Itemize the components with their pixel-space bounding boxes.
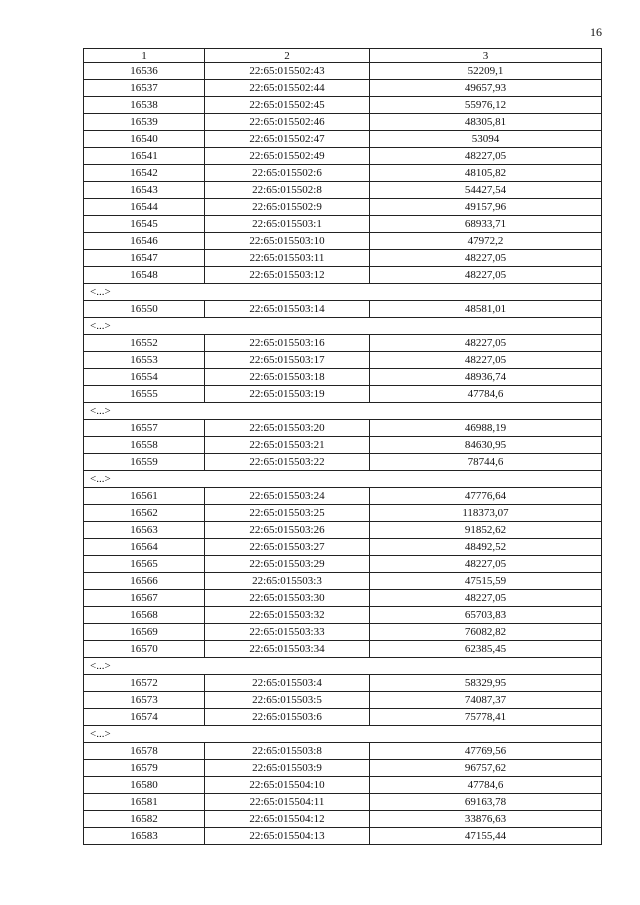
- cadastral-number-cell: 22:65:015503:3: [205, 573, 370, 590]
- cadastral-number-cell: 22:65:015503:22: [205, 454, 370, 471]
- table-row: [84, 590, 602, 607]
- data-table: [83, 48, 602, 845]
- omission-row: [84, 726, 602, 743]
- table-row: [84, 607, 602, 624]
- row-number-cell: 16540: [84, 131, 205, 148]
- cadastral-number-cell: 22:65:015502:43: [205, 63, 370, 80]
- column-header: 1: [84, 49, 205, 63]
- value-cell: 49657,93: [370, 80, 602, 97]
- value-cell: 48105,82: [370, 165, 602, 182]
- table-row: [84, 556, 602, 573]
- table-row: [84, 80, 602, 97]
- row-number-cell: 16548: [84, 267, 205, 284]
- table-row: [84, 454, 602, 471]
- column-header: 2: [205, 49, 370, 63]
- value-cell: 47515,59: [370, 573, 602, 590]
- value-cell: 33876,63: [370, 811, 602, 828]
- omission-marker: <...>: [84, 658, 602, 675]
- omission-row: [84, 471, 602, 488]
- table-row: [84, 505, 602, 522]
- cadastral-number-cell: 22:65:015503:11: [205, 250, 370, 267]
- value-cell: 48581,01: [370, 301, 602, 318]
- omission-row: [84, 284, 602, 301]
- cadastral-number-cell: 22:65:015502:45: [205, 97, 370, 114]
- value-cell: 69163,78: [370, 794, 602, 811]
- cadastral-number-cell: 22:65:015503:30: [205, 590, 370, 607]
- row-number-cell: 16583: [84, 828, 205, 845]
- value-cell: 47972,2: [370, 233, 602, 250]
- table-row: [84, 199, 602, 216]
- table-row: [84, 777, 602, 794]
- value-cell: 48227,05: [370, 590, 602, 607]
- table-row: [84, 420, 602, 437]
- row-number-cell: 16561: [84, 488, 205, 505]
- cadastral-number-cell: 22:65:015503:4: [205, 675, 370, 692]
- value-cell: 48492,52: [370, 539, 602, 556]
- cadastral-number-cell: 22:65:015503:19: [205, 386, 370, 403]
- omission-marker: <...>: [84, 403, 602, 420]
- value-cell: 52209,1: [370, 63, 602, 80]
- value-cell: 118373,07: [370, 505, 602, 522]
- cadastral-number-cell: 22:65:015502:9: [205, 199, 370, 216]
- cadastral-number-cell: 22:65:015504:12: [205, 811, 370, 828]
- row-number-cell: 16562: [84, 505, 205, 522]
- value-cell: 58329,95: [370, 675, 602, 692]
- cadastral-number-cell: 22:65:015503:6: [205, 709, 370, 726]
- cadastral-number-cell: 22:65:015503:24: [205, 488, 370, 505]
- omission-marker: <...>: [84, 284, 602, 301]
- cadastral-number-cell: 22:65:015503:34: [205, 641, 370, 658]
- cadastral-number-cell: 22:65:015502:8: [205, 182, 370, 199]
- value-cell: 48227,05: [370, 335, 602, 352]
- omission-row: [84, 403, 602, 420]
- column-header: 3: [370, 49, 602, 63]
- row-number-cell: 16539: [84, 114, 205, 131]
- table-row: [84, 488, 602, 505]
- value-cell: 68933,71: [370, 216, 602, 233]
- row-number-cell: 16559: [84, 454, 205, 471]
- table-row: [84, 335, 602, 352]
- cadastral-number-cell: 22:65:015503:12: [205, 267, 370, 284]
- cadastral-number-cell: 22:65:015502:44: [205, 80, 370, 97]
- cadastral-number-cell: 22:65:015502:49: [205, 148, 370, 165]
- table-row: [84, 624, 602, 641]
- omission-row: [84, 658, 602, 675]
- value-cell: 65703,83: [370, 607, 602, 624]
- row-number-cell: 16545: [84, 216, 205, 233]
- row-number-cell: 16552: [84, 335, 205, 352]
- cadastral-number-cell: 22:65:015503:8: [205, 743, 370, 760]
- row-number-cell: 16547: [84, 250, 205, 267]
- table-row: [84, 165, 602, 182]
- row-number-cell: 16568: [84, 607, 205, 624]
- table-row: [84, 811, 602, 828]
- table-row: [84, 148, 602, 165]
- table-row: [84, 828, 602, 845]
- row-number-cell: 16574: [84, 709, 205, 726]
- cadastral-number-cell: 22:65:015502:6: [205, 165, 370, 182]
- cadastral-number-cell: 22:65:015503:16: [205, 335, 370, 352]
- page-number: 16: [590, 25, 602, 39]
- row-number-cell: 16546: [84, 233, 205, 250]
- table-row: [84, 386, 602, 403]
- cadastral-number-cell: 22:65:015503:9: [205, 760, 370, 777]
- table-row: [84, 352, 602, 369]
- row-number-cell: 16570: [84, 641, 205, 658]
- table-row: [84, 522, 602, 539]
- value-cell: 54427,54: [370, 182, 602, 199]
- cadastral-number-cell: 22:65:015503:27: [205, 539, 370, 556]
- value-cell: 47784,6: [370, 386, 602, 403]
- row-number-cell: 16550: [84, 301, 205, 318]
- row-number-cell: 16541: [84, 148, 205, 165]
- value-cell: 55976,12: [370, 97, 602, 114]
- omission-marker: <...>: [84, 726, 602, 743]
- cadastral-number-cell: 22:65:015503:33: [205, 624, 370, 641]
- cadastral-number-cell: 22:65:015503:14: [205, 301, 370, 318]
- value-cell: 84630,95: [370, 437, 602, 454]
- cadastral-number-cell: 22:65:015503:18: [205, 369, 370, 386]
- value-cell: 47155,44: [370, 828, 602, 845]
- value-cell: 48227,05: [370, 267, 602, 284]
- row-number-cell: 16555: [84, 386, 205, 403]
- cadastral-number-cell: 22:65:015503:5: [205, 692, 370, 709]
- row-number-cell: 16580: [84, 777, 205, 794]
- table-row: [84, 437, 602, 454]
- row-number-cell: 16569: [84, 624, 205, 641]
- value-cell: 76082,82: [370, 624, 602, 641]
- table-row: [84, 97, 602, 114]
- table-row: [84, 250, 602, 267]
- omission-marker: <...>: [84, 471, 602, 488]
- row-number-cell: 16581: [84, 794, 205, 811]
- row-number-cell: 16543: [84, 182, 205, 199]
- value-cell: 47776,64: [370, 488, 602, 505]
- cadastral-number-cell: 22:65:015503:21: [205, 437, 370, 454]
- cadastral-number-cell: 22:65:015503:26: [205, 522, 370, 539]
- value-cell: 96757,62: [370, 760, 602, 777]
- cadastral-number-cell: 22:65:015502:46: [205, 114, 370, 131]
- row-number-cell: 16578: [84, 743, 205, 760]
- value-cell: 47784,6: [370, 777, 602, 794]
- value-cell: 53094: [370, 131, 602, 148]
- row-number-cell: 16536: [84, 63, 205, 80]
- row-number-cell: 16538: [84, 97, 205, 114]
- table-row: [84, 216, 602, 233]
- cadastral-number-cell: 22:65:015503:32: [205, 607, 370, 624]
- table-row: [84, 267, 602, 284]
- table-row: [84, 539, 602, 556]
- table-row: [84, 641, 602, 658]
- table-row: [84, 573, 602, 590]
- value-cell: 48936,74: [370, 369, 602, 386]
- row-number-cell: 16558: [84, 437, 205, 454]
- table-row: [84, 131, 602, 148]
- cadastral-number-cell: 22:65:015503:1: [205, 216, 370, 233]
- value-cell: 48227,05: [370, 250, 602, 267]
- value-cell: 46988,19: [370, 420, 602, 437]
- value-cell: 78744,6: [370, 454, 602, 471]
- row-number-cell: 16566: [84, 573, 205, 590]
- table-row: [84, 675, 602, 692]
- value-cell: 49157,96: [370, 199, 602, 216]
- table-header-row: [84, 49, 602, 63]
- row-number-cell: 16565: [84, 556, 205, 573]
- table-row: [84, 369, 602, 386]
- table-row: [84, 182, 602, 199]
- cadastral-number-cell: 22:65:015502:47: [205, 131, 370, 148]
- table-row: [84, 794, 602, 811]
- value-cell: 74087,37: [370, 692, 602, 709]
- cadastral-number-cell: 22:65:015503:25: [205, 505, 370, 522]
- row-number-cell: 16542: [84, 165, 205, 182]
- value-cell: 91852,62: [370, 522, 602, 539]
- cadastral-number-cell: 22:65:015504:13: [205, 828, 370, 845]
- value-cell: 48227,05: [370, 148, 602, 165]
- cadastral-number-cell: 22:65:015504:10: [205, 777, 370, 794]
- table-row: [84, 760, 602, 777]
- row-number-cell: 16553: [84, 352, 205, 369]
- row-number-cell: 16554: [84, 369, 205, 386]
- row-number-cell: 16582: [84, 811, 205, 828]
- cadastral-number-cell: 22:65:015503:10: [205, 233, 370, 250]
- row-number-cell: 16557: [84, 420, 205, 437]
- table-body: [84, 63, 602, 845]
- omission-row: [84, 318, 602, 335]
- value-cell: 47769,56: [370, 743, 602, 760]
- row-number-cell: 16573: [84, 692, 205, 709]
- table-row: [84, 63, 602, 80]
- omission-marker: <...>: [84, 318, 602, 335]
- value-cell: 48227,05: [370, 352, 602, 369]
- row-number-cell: 16567: [84, 590, 205, 607]
- cadastral-number-cell: 22:65:015504:11: [205, 794, 370, 811]
- value-cell: 48227,05: [370, 556, 602, 573]
- row-number-cell: 16564: [84, 539, 205, 556]
- table-row: [84, 709, 602, 726]
- row-number-cell: 16572: [84, 675, 205, 692]
- row-number-cell: 16537: [84, 80, 205, 97]
- value-cell: 62385,45: [370, 641, 602, 658]
- cadastral-number-cell: 22:65:015503:29: [205, 556, 370, 573]
- table-row: [84, 743, 602, 760]
- value-cell: 75778,41: [370, 709, 602, 726]
- table-row: [84, 692, 602, 709]
- row-number-cell: 16544: [84, 199, 205, 216]
- row-number-cell: 16563: [84, 522, 205, 539]
- table-row: [84, 301, 602, 318]
- value-cell: 48305,81: [370, 114, 602, 131]
- cadastral-number-cell: 22:65:015503:17: [205, 352, 370, 369]
- table-row: [84, 114, 602, 131]
- row-number-cell: 16579: [84, 760, 205, 777]
- cadastral-number-cell: 22:65:015503:20: [205, 420, 370, 437]
- table-row: [84, 233, 602, 250]
